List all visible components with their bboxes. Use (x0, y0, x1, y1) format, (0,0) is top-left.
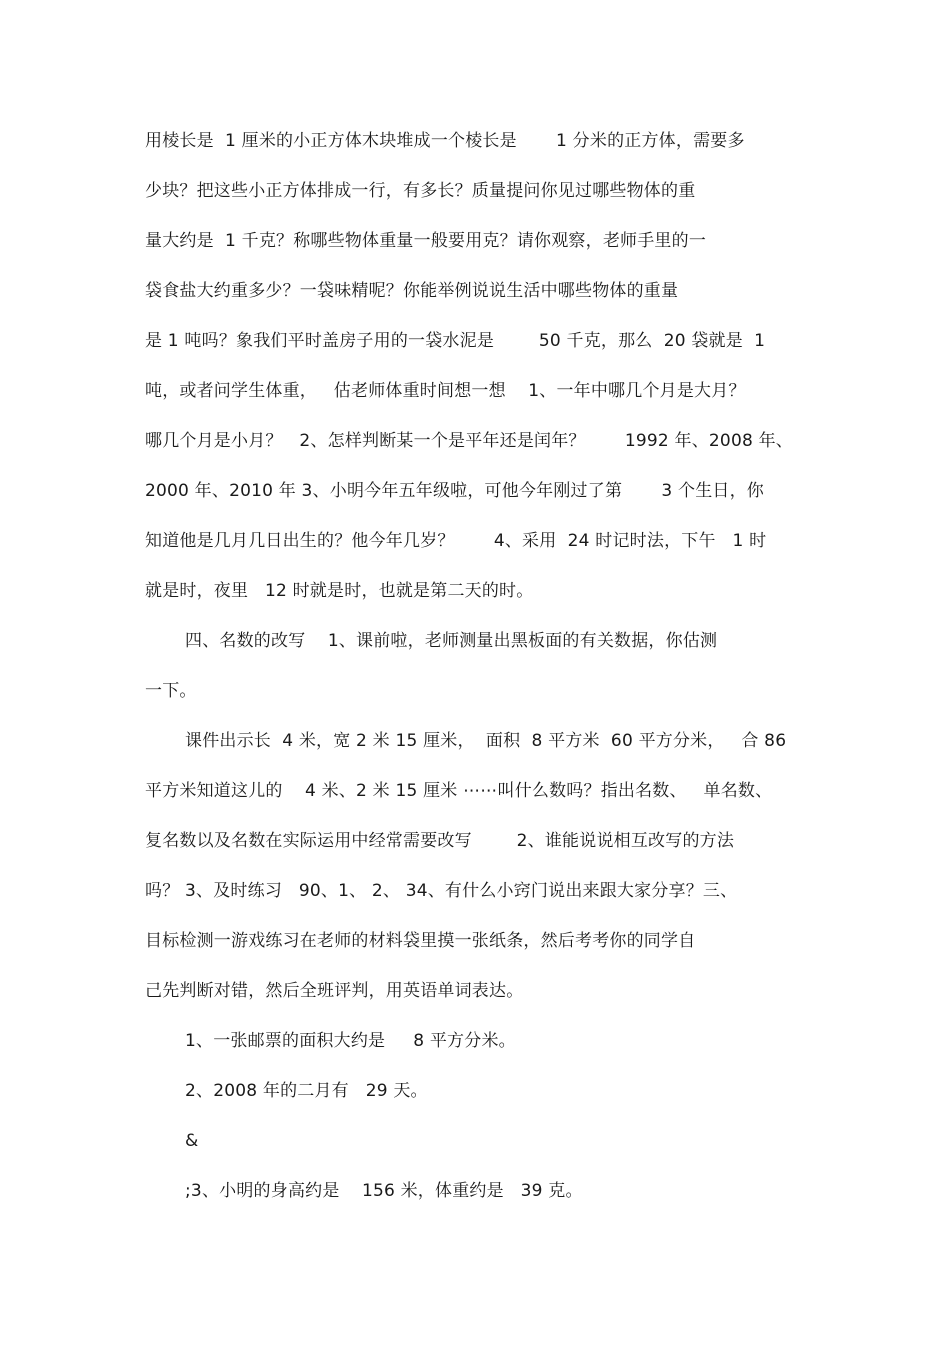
text-line: 是 1 吨吗？象我们平时盖房子用的一袋水泥是 50 千克，那么 20 袋就是 1 (145, 331, 766, 351)
exercise-item: 2、2008 年的二月有 29 天。 (185, 1081, 428, 1101)
text-line: 用棱长是 1 厘米的小正方体木块堆成一个棱长是 1 分米的正方体，需要多 (145, 131, 745, 151)
text-line: 就是时，夜里 12 时就是时，也就是第二天的时。 (145, 581, 534, 601)
text-line: 复名数以及名数在实际运用中经常需要改写 2、谁能说说相互改写的方法 (145, 831, 735, 851)
text-line: 2000 年、2010 年 3、小明今年五年级啦，可他今年刚过了第 3 个生日，你 (145, 481, 764, 501)
text-line: & (185, 1131, 199, 1151)
exercise-item: ;3、小明的身高约是 156 米，体重约是 39 克。 (185, 1181, 583, 1201)
text-line: 袋食盐大约重多少？一袋味精呢？你能举例说说生活中哪些物体的重量 (145, 281, 679, 301)
text-line: 量大约是 1 千克？称哪些物体重量一般要用克？请你观察，老师手里的一 (145, 231, 707, 251)
section-heading-line: 四、名数的改写 1、课前啦，老师测量出黑板面的有关数据，你估测 (185, 631, 718, 651)
text-line: 目标检测一游戏练习在老师的材料袋里摸一张纸条，然后考考你的同学自 (145, 931, 696, 951)
text-line: 知道他是几月几日出生的？他今年几岁？ 4、采用 24 时记时法，下午 1 时 (145, 531, 767, 551)
text-line: 课件出示长 4 米，宽 2 米 15 厘米， 面积 8 平方米 60 平方分米， 合 86 (185, 731, 787, 751)
exercise-item: 1、一张邮票的面积大约是 8 平方分米。 (185, 1031, 516, 1051)
text-line: 己先判断对错，然后全班评判，用英语单词表达。 (145, 981, 524, 1001)
text-line: 少块？把这些小正方体排成一行，有多长？质量提问你见过哪些物体的重 (145, 181, 696, 201)
text-line: 吗？ 3、及时练习 90、1、 2、 34、有什么小窍门说出来跟大家分享？三、 (145, 881, 738, 901)
text-line: 哪几个月是小月？ 2、怎样判断某一个是平年还是闰年？ 1992 年、2008 年、 (145, 431, 793, 451)
text-line: 吨，或者问学生体重， 估老师体重时间想一想 1、一年中哪几个月是大月？ (145, 381, 746, 401)
text-line: 一下。 (145, 681, 197, 701)
text-line: 平方米知道这儿的 4 米、2 米 15 厘米 ⋯⋯叫什么数吗？指出名数、 单名数、 (145, 781, 773, 801)
